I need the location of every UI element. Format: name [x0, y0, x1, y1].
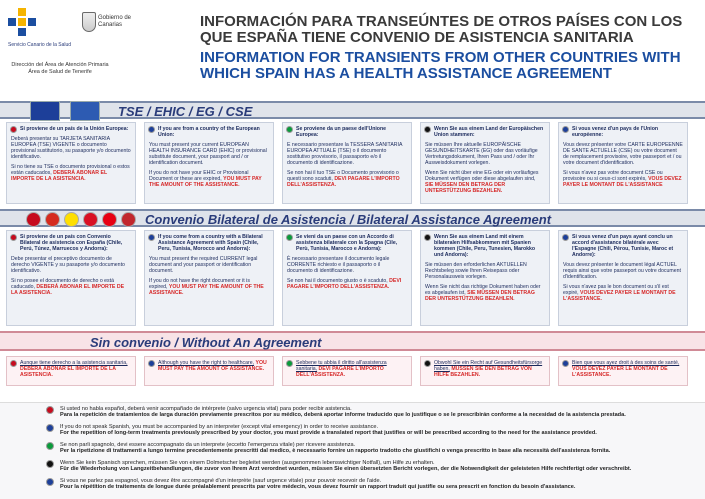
sin-text: Although you have the right to healthcare,	[158, 360, 255, 366]
col-warning-text: Se non hai il tuo TSE o Documento provvisorio o questi sono scaduti,	[287, 170, 399, 182]
col-lead: Si vous venez d'un pays de l'Union européenne:	[572, 126, 659, 138]
flag-de-icon	[424, 234, 431, 241]
flag-en-icon	[148, 360, 155, 367]
sin-red: DEBERÁ ABONAR EL IMPORTE DE LA ASISTENCIA.	[20, 366, 116, 378]
tse-col-it	[282, 122, 412, 204]
note-line-2: Pour la répétition de traitements de longue durée préalablement prescrits par votre médecin, vous devez fournir un rapport traduit qui justifie ou sera prescrit en fonction du besoin d'assistance.	[60, 484, 576, 491]
col-warning-red: SIE MÜSSEN DEN BETRAG DER UNTERSTÜTZUNG BEZAHLEN.	[425, 290, 535, 302]
col-warning	[11, 278, 131, 296]
sin-text: Obwohl Sie ein Recht auf Gesundheitsfürsorge haben,	[434, 360, 543, 372]
note-de	[60, 460, 700, 473]
flag-es-icon	[46, 406, 54, 414]
sin-text: Sebbene tu abbia il diritto all'assistenza sanitaria,	[296, 360, 387, 372]
col-warning-text: Wenn Sie nicht das richtige Dokument haben oder es abgelaufen ist,	[425, 284, 541, 296]
flag-es-icon	[10, 360, 17, 367]
flag-de-icon	[46, 460, 54, 468]
flag-de-icon	[424, 126, 431, 133]
col-warning-text: Si no tiene su TSE o documento provisional o estos están caducados,	[11, 164, 130, 176]
col-warning-red: YOU MUST PAY THE AMOUNT OF THE ASSISTANCE.	[149, 284, 264, 296]
sin-text: Aunque tiene derecho a la asistencia sanitaria,	[20, 360, 128, 366]
note-line-2: Para la repetición de tratamientos de larga duración previamente prescritos por su médico, deberá aportar informe traducido que lo justifique o se le prescribirán conforme a la necesidad de la asistencia prestada.	[60, 412, 626, 419]
band-bilateral	[0, 209, 705, 227]
area-text: Dirección del Área de Atención Primaria Área de Salud de Tenerife	[11, 62, 109, 75]
note-line-2: Für die Wiederholung von Langzeitbehandlungen, die zuvor von Ihrem Arzt verordnet wurden, müssen Sie einen übersetzten Bericht vorlegen, der die Notwendigkeit der geleisteten Hilfe rechtfertigt oder verschreibt.	[60, 466, 632, 473]
col-warning-text: Si vous n'avez pas votre document CSE ou provisoire ou si ceux-ci sont expirés,	[563, 170, 663, 182]
note-line-2: For the repetition of long-term treatments previously prescribed by your doctor, you must provide a translated report that justifies or will be prescribed according to the need for the assistance provided.	[60, 430, 597, 437]
col-lead: Wenn Sie aus einem Land mit einem bilateralen Hilfsabkommen mit Spanien kommen (Chile, Peru, Tunesien, Marokko und Andorra):	[434, 234, 536, 258]
col-text: You must present your current EUROPEAN HEALTH INSURANCE CARD (EHIC) or provisional substitute document, your passport and / or identification document.	[149, 142, 267, 166]
flag-fr-icon	[562, 360, 569, 367]
col-text: Vous devez présenter le document légal ACTUEL requis ainsi que votre passeport ou votre document d'identification.	[563, 262, 681, 280]
flag-es-icon	[10, 234, 17, 241]
col-warning-red: VOUS DEVEZ PAYER LE MONTANT DE L'ASSISTANCE.	[563, 290, 676, 302]
col-text: Debe presentar el preceptivo documento de derecho VIGENTE y su pasaporte y/o documento identificativo.	[11, 256, 125, 274]
coat-of-arms-icon	[82, 12, 96, 32]
sin-text: Bien que vous ayez droit à des soins de santé,	[572, 360, 680, 366]
note-line-1: Wenn Sie kein Spanisch sprechen, müssen Sie von einem Dolmetscher begleitet werden (ausgenommen lebenswichtiger Notfall), um Hilfe zu erhalten.	[60, 460, 435, 466]
col-warning-red: DEVI PAGARE L'IMPORTO DELL'ASSISTENZA.	[287, 278, 402, 290]
tse-col-de	[420, 122, 550, 204]
note-line-2: Per la ripetizione di trattamenti a lungo termine precedentemente prescritti dal medico, è necessario fornire un rapporto tradotto che giustifichi o venga prescritto in base alla necessità dell'assistenza fornita.	[60, 448, 611, 455]
col-lead: If you are from a country of the European Union:	[158, 126, 260, 138]
gobierno-logo-text: Gobierno de Canarias	[98, 15, 132, 28]
note-es	[60, 406, 700, 419]
bil-col-es	[6, 230, 136, 326]
col-warning-text: If you do not have your EHIC or Provisional Document or these are expired,	[149, 170, 249, 182]
flag-fr-icon	[46, 478, 54, 486]
tse-col-fr	[558, 122, 688, 204]
bil-col-de	[420, 230, 550, 326]
flag-tn-icon	[102, 212, 117, 227]
sin-red: YOU MUST PAY THE AMOUNT OF ASSISTANCE.	[158, 360, 267, 372]
flag-en-icon	[148, 234, 155, 241]
flag-de-icon	[424, 360, 431, 367]
flag-pe-icon	[83, 212, 98, 227]
flag-en-icon	[148, 126, 155, 133]
band-bilateral-label: Convenio Bilateral de Asistencia / Bilateral Assistance Agreement	[145, 212, 552, 227]
flag-it-icon	[46, 442, 54, 450]
col-lead: Si proviene de un país con Convenio Bilateral de asistencia con España (Chile, Perú, Túnez, Marruecos y Andorra):	[20, 234, 123, 252]
col-text: Deberá presentar su TARJETA SANITARIA EUROPEA (TSE) VIGENTE o documento provisional sustitutorio, su pasaporte y/o documento identificativo.	[11, 136, 131, 160]
flag-es-icon	[10, 126, 17, 133]
note-line-1: Se non parli spagnolo, devi essere accompagnato da un interprete (eccetto l'emergenza vitale) per ricevere assistenza.	[60, 442, 356, 448]
sin-red: VOUS DEVEZ PAYER LE MONTANT DE L'ASSISTANCE.	[572, 366, 668, 378]
col-warning-text: Si vous n'avez pas le bon document ou s'il est expiré,	[563, 284, 669, 296]
flag-fr-icon	[562, 234, 569, 241]
sin-col-fr	[558, 356, 688, 386]
col-text: Sie müssen Ihre aktuelle EUROPÄISCHE GESUNDHEITSKARTE (EG) oder das vorläufige Vertretungsdokument, Ihren Pass und / oder Ihr Ausweisdokument vorlegen.	[425, 142, 538, 166]
bil-col-it	[282, 230, 412, 326]
col-lead: Si vous venez d'un pays ayant conclu un accord d'assistance bilatérale avec l'Espagne (Chili, Pérou, Tunisie, Maroc et Andorre):	[572, 234, 674, 258]
col-warning	[425, 170, 545, 194]
col-warning	[563, 284, 683, 302]
flag-en-icon	[46, 424, 54, 432]
col-warning-text: If you do not have the right document or it is expired,	[149, 278, 250, 290]
sin-col-de	[420, 356, 550, 386]
note-fr	[60, 478, 700, 491]
col-warning	[149, 170, 269, 188]
title-en: INFORMATION FOR TRANSIENTS FROM OTHER COUNTRIES WITH WHICH SPAIN HAS A HEALTH ASSISTANCE AGREEMENT	[200, 49, 681, 82]
band-tse	[0, 101, 705, 119]
col-warning-red: YOU MUST PAY THE AMOUNT OF THE ASSISTANCE.	[149, 176, 262, 188]
band-tse-label: TSE / EHIC / EG / CSE	[118, 104, 253, 119]
sin-red: MÜSSEN SIE DEN BETRAG VON HILFE BEZAHLEN.	[434, 366, 532, 378]
sin-col-en	[144, 356, 274, 386]
col-text: You must present the required CURRENT legal document and your passport or identification document.	[149, 256, 258, 274]
title-es: INFORMACIÓN PARA TRANSEÚNTES DE OTROS PAÍSES CON LOS QUE ESPAÑA TIENE CONVENIO DE ASISTENCIA SANITARIA	[200, 13, 683, 46]
note-it	[60, 442, 700, 455]
col-warning	[287, 170, 407, 188]
flag-ma-icon	[121, 212, 136, 227]
col-warning	[287, 278, 407, 290]
col-warning-red: DEBERÁ ABONAR EL IMPORTE DE LA ASISTENCIA.	[11, 284, 125, 296]
flag-ad-icon	[64, 212, 79, 227]
col-warning	[149, 278, 269, 296]
bil-col-en	[144, 230, 274, 326]
col-warning-red: SIE MÜSSEN DEN BETRAG DER UNTERSTÜTZUNG BEZAHLEN.	[425, 182, 506, 194]
col-lead: Si proviene de un país de la Unión Europea:	[20, 126, 129, 132]
eu-card-icon	[70, 101, 100, 121]
col-lead: Wenn Sie aus einem Land der Europäischen Union stammen:	[434, 126, 544, 138]
note-line-1: Si usted no habla español, deberá venir acompañado de intérprete (salvo urgencia vital) para poder recibir asistencia.	[60, 406, 352, 412]
col-warning-red: DEVI PAGARE L'IMPORTO DELL'ASSISTENZA.	[287, 176, 400, 188]
sin-col-es	[6, 356, 136, 386]
flag-cl-icon	[45, 212, 60, 227]
scs-logo-text: Servicio Canario de la Salud	[8, 42, 72, 48]
col-warning	[11, 164, 131, 182]
col-lead: Se proviene da un paese dell'Unione Europea:	[296, 126, 387, 138]
col-warning-red: VOUS DEVEZ PAYER LE MONTANT DE L'ASSISTANCE	[563, 176, 682, 188]
sin-col-it	[282, 356, 412, 386]
col-warning-red: DEBERÁ ABONAR EL IMPORTE DE LA ASISTENCIA.	[11, 170, 108, 182]
col-text: Vous devez présenter votre CARTE EUROPEENNE DE SANTE ACTUELLE (CSE) ou votre document de remplacement provisoire, votre passeport et / ou votre document d'identification.	[563, 142, 683, 166]
tse-col-es	[6, 122, 136, 204]
header	[0, 0, 705, 92]
band-sin-label: Sin convenio / Without An Agreement	[90, 335, 322, 350]
flag-es-icon	[26, 212, 41, 227]
col-warning	[425, 284, 545, 302]
flag-it-icon	[286, 234, 293, 241]
note-line-1: If you do not speak Spanish, you must be accompanied by an interpreter (except vital emergency) in order to receive assistance.	[60, 424, 379, 430]
tse-col-en	[144, 122, 274, 204]
col-warning	[563, 170, 683, 188]
col-text: È necessario presentare il documento legale CORRENTE richiesto e il passaporto o il documento di identificazione.	[287, 256, 390, 274]
col-lead: If you come from a country with a Bilateral Assistance Agreement with Spain (Chile, Peru, Tunisia, Morocco and Andorra):	[158, 234, 263, 252]
col-warning-text: Si no posee el documento de derecho o está caducado,	[11, 278, 114, 290]
col-text: Sie müssen den erforderlichen AKTUELLEN Rechtsbeleg sowie Ihren Reisepass oder Personalausweis vorlegen.	[425, 262, 527, 280]
bil-col-fr	[558, 230, 688, 326]
band-sin-convenio	[0, 331, 705, 351]
col-warning-text: Se non hai il documento giusto o è scaduto,	[287, 278, 388, 284]
flag-it-icon	[286, 126, 293, 133]
flag-it-icon	[286, 360, 293, 367]
col-warning-text: Wenn Sie nicht über eine EG oder ein vorläufiges Dokument verfügen oder diese abgelaufen sind,	[425, 170, 539, 182]
col-text: E necessario presentare la TESSERA SANITARIA EUROPEA ATTUALE (TSE) o il documento sostitutivo provvisorio, il passaporto e/o il documento di identificazione.	[287, 142, 403, 166]
sin-red: DEVI PAGARE L'IMPORTO DELL'ASSISTENZA.	[296, 366, 384, 378]
eu-flag-icon	[30, 101, 60, 121]
note-line-1: Si vous ne parlez pas espagnol, vous devez être accompagné d'un interprète (sauf urgence vitale) pour pouvoir recevoir de l'aide.	[60, 478, 382, 484]
col-lead: Se vieni da un paese con un Accordo di assistenza bilaterale con la Spagna (Cile, Perù, Tunisia, Marocco e Andorra):	[296, 234, 398, 252]
flag-fr-icon	[562, 126, 569, 133]
note-en	[60, 424, 700, 437]
